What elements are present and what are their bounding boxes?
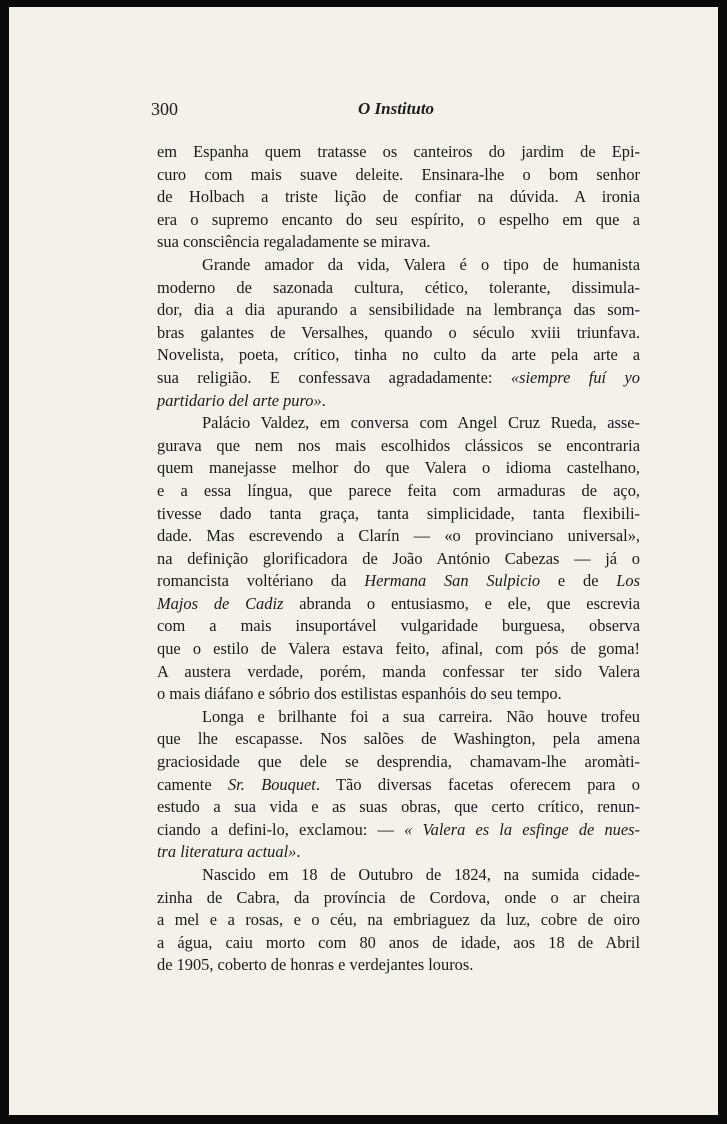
text-line: a mel e a rosas, e o céu, na embriaguez da luz, cobre de oiro	[157, 910, 640, 930]
text-line: estudo a sua vida e as suas obras, que certo crítico, renun-	[157, 797, 640, 817]
text-line: o mais diáfano e sóbrio dos estilistas espanhóis do seu tempo.	[157, 684, 562, 704]
text-line: zinha de Cabra, da província de Cordova, onde o ar cheira	[157, 887, 640, 907]
text-line: A austera verdade, porém, manda confessar ter sido Valera	[157, 661, 640, 681]
text-line: que lhe escapasse. Nos salões de Washington, pela amena	[157, 729, 640, 749]
text-line: de Holbach a triste lição de confiar na dúvida. A ironia	[157, 187, 640, 207]
text-line: gurava que nem nos mais escolhidos clássicos se encontraria	[157, 435, 640, 455]
text-line: na definição glorificadora de João António Cabezas — já o	[157, 548, 640, 568]
text-line: dade. Mas escrevendo a Clarín — «o provinciano universal»,	[157, 526, 640, 546]
text-line: que o estilo de Valera estava feito, afinal, com pós de goma!	[157, 639, 640, 659]
page-number: 300	[151, 99, 178, 119]
text-line: Longa e brilhante foi a sua carreira. Não houve trofeu	[202, 706, 640, 726]
page-header	[9, 99, 718, 123]
text-line: graciosidade que dele se desprendia, chamavam-lhe aromàti-	[157, 752, 640, 772]
text-line: Nascido em 18 de Outubro de 1824, na sumida cidade-	[202, 865, 640, 884]
text-line: dor, dia a dia apurando a sensibilidade na lembrança das som-	[157, 300, 640, 320]
text-line: ciando a defini-lo, exclamou: — « Valera es la esfinge de nues-	[157, 819, 640, 839]
text-line: com a mais insuportável vulgaridade burguesa, observa	[157, 616, 640, 636]
text-line: bras galantes de Versalhes, quando o século xviii triunfava.	[157, 322, 640, 342]
text-line: e a essa língua, que parece feita com armaduras de aço,	[157, 480, 640, 500]
text-line: partidario del arte puro».	[157, 390, 326, 410]
running-title: O Instituto	[358, 99, 435, 118]
book-page	[9, 7, 718, 1115]
text-line: a água, caiu morto com 80 anos de idade, aos 18 de Abril	[157, 932, 640, 952]
body-text	[157, 141, 640, 977]
text-line: Majos de Cadiz abranda o entusiasmo, e ele, que escrevia	[157, 593, 640, 613]
text-line: tivesse dado tanta graça, tanta simplicidade, tanta flexibili-	[157, 503, 640, 523]
text-line: tra literatura actual».	[157, 842, 301, 862]
text-line: quem manejasse melhor do que Valera o idioma castelhano,	[157, 458, 640, 478]
text-line: romancista voltériano da Hermana San Sulpicio e de Los	[157, 571, 640, 591]
text-line: sua consciência regaladamente se mirava.	[157, 232, 431, 252]
text-line: curo com mais suave deleite. Ensinara-lhe o bom senhor	[157, 164, 640, 184]
text-line: moderno de sazonada cultura, cético, tolerante, dissimula-	[157, 277, 640, 297]
text-line: Grande amador da vida, Valera é o tipo de humanista	[202, 254, 640, 274]
text-line: Palácio Valdez, em conversa com Angel Cruz Rueda, asse-	[202, 413, 640, 433]
text-line: Novelista, poeta, crítico, tinha no culto da arte pela arte a	[157, 345, 640, 365]
text-line: camente Sr. Bouquet. Tão diversas facetas oferecem para o	[157, 774, 640, 794]
text-line: de 1905, coberto de honras e verdejantes louros.	[157, 955, 474, 975]
text-line: em Espanha quem tratasse os canteiros do jardim de Epi-	[157, 142, 640, 161]
text-line: sua religião. E confessava agradadamente: «siempre fuí yo	[157, 367, 641, 387]
text-line: era o supremo encanto do seu espírito, o espelho em que a	[157, 209, 640, 229]
